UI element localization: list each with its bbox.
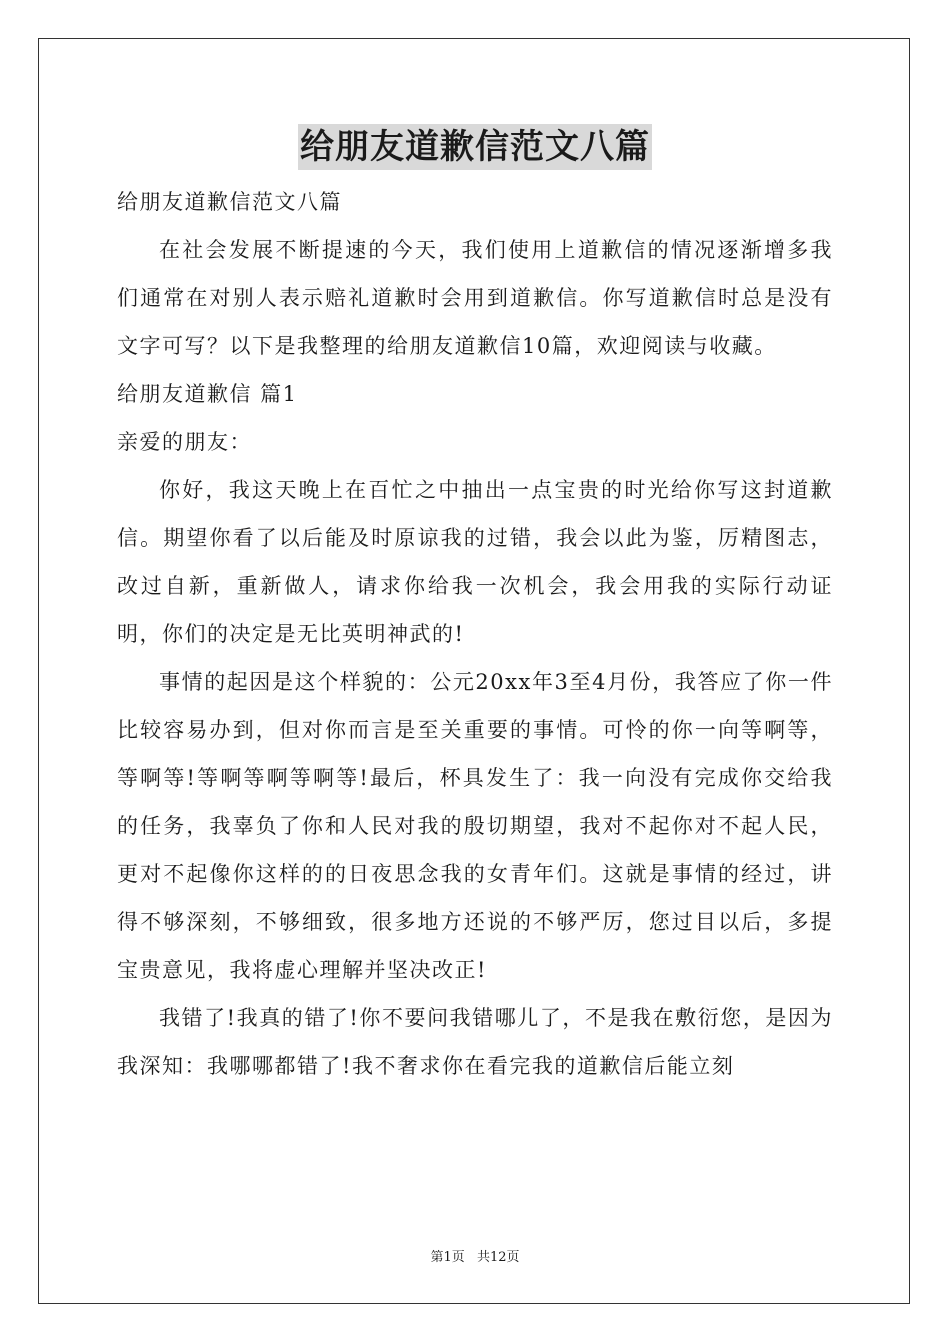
title-wrap [0,124,950,170]
document-subtitle: 给朋友道歉信范文八篇 [117,190,342,214]
document-title: 给朋友道歉信范文八篇 [298,124,652,170]
body-paragraph: 我错了!我真的错了!你不要问我错哪儿了，不是我在敷衍您，是因为我深知：我哪哪都错了!我不奢求你在看完我的道歉信后能立刻 [117,1006,833,1078]
document-body [117,178,833,1090]
greeting: 亲爱的朋友： [117,430,252,454]
body-paragraph: 你好，我这天晚上在百忙之中抽出一点宝贵的时光给你写这封道歉信。期望你看了以后能及时原谅我的过错，我会以此为鉴，厉精图志，改过自新，重新做人，请求你给我一次机会，我会用我的实际行动证明，你们的决定是无比英明神武的! [117,478,833,646]
body-paragraph: 事情的起因是这个样貌的：公元20xx年3至4月份，我答应了你一件比较容易办到，但对你而言是至关重要的事情。可怜的你一向等啊等，等啊等!等啊等啊等啊等!最后，杯具发生了：我一向没有完成你交给我的任务，我辜负了你和人民对我的殷切期望，我对不起你对不起人民，更对不起像你这样的的日夜思念我的女青年们。这就是事情的经过，讲得不够深刻，不够细致，很多地方还说的不够严厉，您过目以后，多提宝贵意见，我将虚心理解并坚决改正! [117,670,833,982]
page-footer [0,1249,950,1267]
page-number: 第1页 [430,1250,465,1265]
section-heading: 给朋友道歉信 篇1 [117,382,298,406]
page-total: 共12页 [476,1250,520,1265]
intro-paragraph: 在社会发展不断提速的今天，我们使用上道歉信的情况逐渐增多我们通常在对别人表示赔礼道歉时会用到道歉信。你写道歉信时总是没有文字可写？以下是我整理的给朋友道歉信10篇，欢迎阅读与收藏。 [117,238,833,358]
